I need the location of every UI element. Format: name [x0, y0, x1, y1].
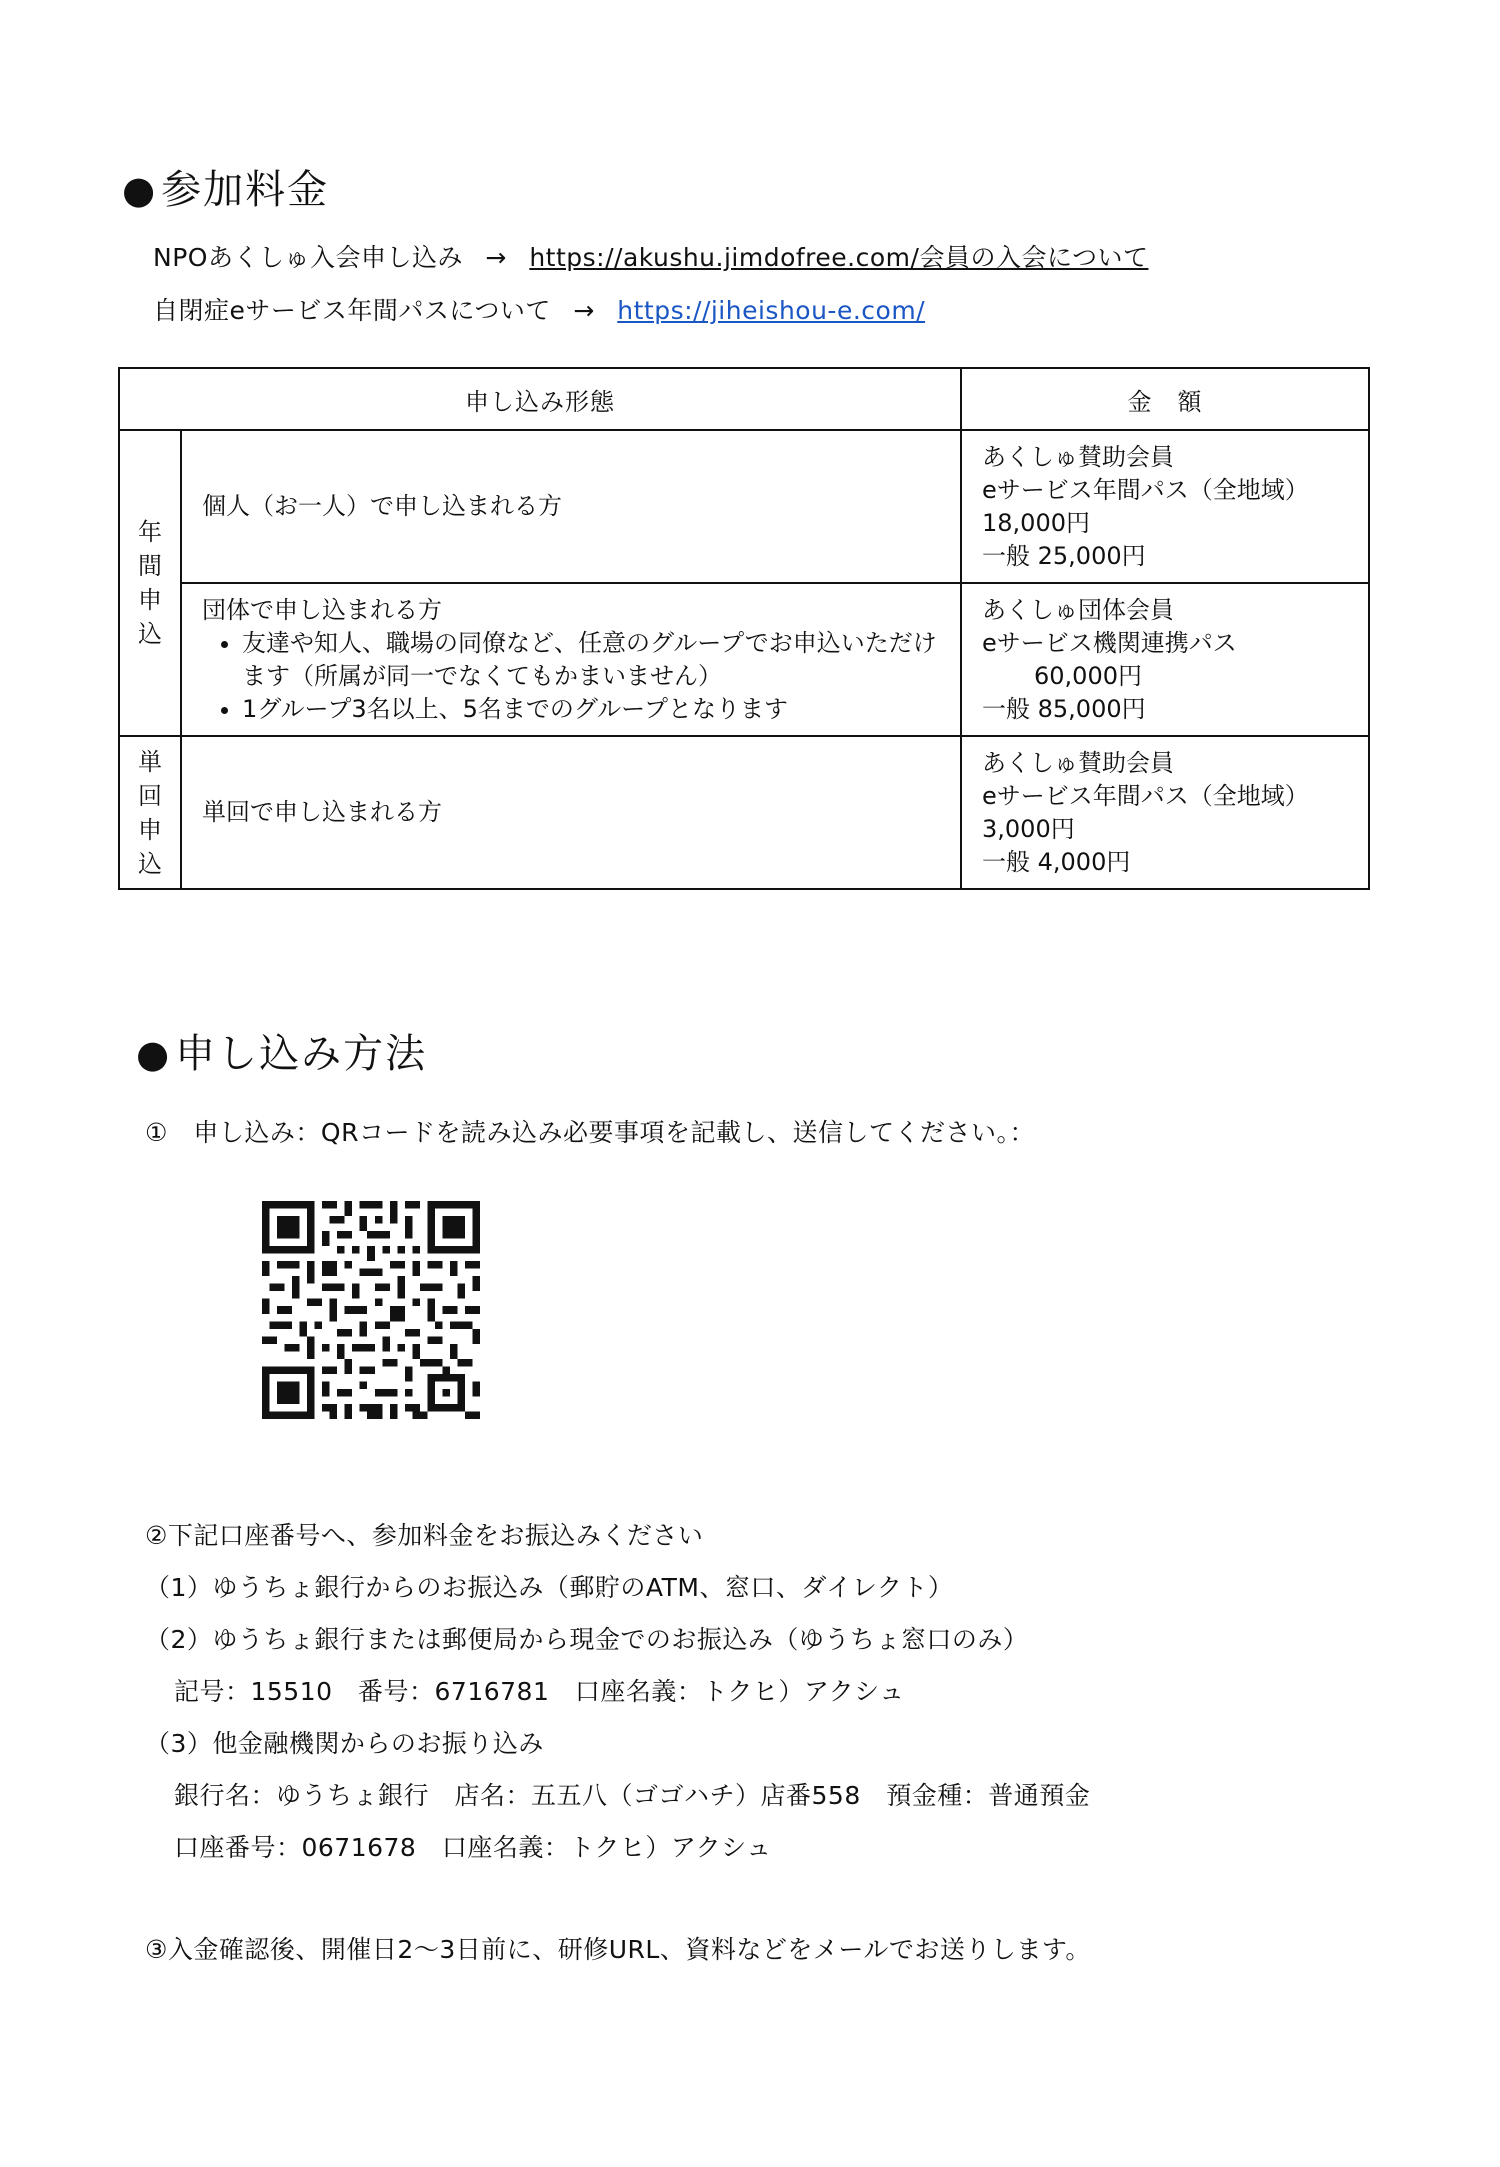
step1-text: ① 申し込み：QRコードを読み込み必要事項を記載し、送信してください。： [145, 1118, 1035, 1147]
step2-text: ②下記口座番号へ、参加料金をお振込みください [145, 1521, 704, 1550]
annual-label-char: 申 [138, 586, 162, 614]
annual-label [119, 430, 181, 736]
pass-info-link[interactable]: https://jiheishou-e.com/ [617, 296, 926, 325]
apply-section-heading [136, 1022, 427, 1079]
bullet-dot-icon: ● [136, 1032, 172, 1076]
arrow-right-icon: → [573, 296, 595, 325]
price-single [961, 736, 1369, 889]
fee-table-header-row [119, 368, 1369, 430]
price-line: あくしゅ賛助会員 [982, 442, 1174, 471]
single-label-char: 込 [138, 849, 162, 878]
price-line: eサービス年間パス（全地域） [982, 475, 1309, 504]
price-line: 3,000円 [982, 814, 1075, 843]
single-label-char: 単 [138, 747, 162, 776]
price-group [961, 583, 1369, 736]
single-label [119, 736, 181, 889]
step3-text: ③入金確認後、開催日2〜3日前に、研修URL、資料などをメールでお送りします。 [145, 1935, 1091, 1964]
single-label-char: 申 [138, 815, 162, 844]
price-line: eサービス年間パス（全地域） [982, 781, 1309, 810]
qr-code-image[interactable] [262, 1201, 480, 1419]
npo-signup-label: NPOあくしゅ入会申し込み [153, 243, 463, 272]
plan-group-bullets [202, 627, 960, 726]
annual-label-char: 年 [138, 518, 162, 546]
fee-section-heading [122, 158, 329, 215]
list-item: • 友達や知人、職場の同僚など、任意のグループでお申込いただけます（所属が同一でなくてもかまいません） [242, 627, 960, 693]
price-line: あくしゅ団体会員 [982, 595, 1174, 624]
bank3-text: （3）他金融機関からのお振り込み [145, 1729, 544, 1758]
plan-single: 単回で申し込まれる方 [181, 736, 961, 889]
pass-info-label: 自閉症eサービス年間パスについて [153, 296, 551, 325]
plan-group-title: 団体で申し込まれる方 [202, 595, 442, 624]
price-line: あくしゅ賛助会員 [982, 748, 1174, 777]
price-line: eサービス機関連携パス [982, 628, 1237, 657]
bank1-text: （1）ゆうちょ銀行からのお振込み（郵貯のATM、窓口、ダイレクト） [145, 1573, 954, 1602]
price-line: 一般 85,000円 [982, 694, 1146, 723]
single-label-char: 回 [138, 781, 162, 810]
price-individual [961, 430, 1369, 583]
price-line: 一般 25,000円 [982, 541, 1146, 570]
arrow-right-icon: → [485, 243, 507, 272]
header-amount: 金 額 [961, 368, 1369, 430]
bank3-detail1-text: 銀行名：ゆうちょ銀行 店名：五五八（ゴゴハチ）店番558 預金種：普通預金 [174, 1781, 1091, 1810]
header-type: 申し込み形態 [119, 368, 961, 430]
bank2-detail-text: 記号：15510 番号：6716781 口座名義：トクヒ）アクシュ [174, 1677, 905, 1706]
bank2-text: （2）ゆうちょ銀行または郵便局から現金でのお振込み（ゆうちょ窓口のみ） [145, 1625, 1029, 1654]
npo-signup-line [153, 238, 1148, 274]
pass-info-line [153, 291, 925, 327]
fee-section-title: 参加料金 [161, 167, 330, 213]
price-line: 60,000円 [1034, 661, 1142, 690]
price-line: 18,000円 [982, 508, 1090, 537]
npo-signup-link[interactable]: https://akushu.jimdofree.com/会員の入会について [529, 243, 1149, 272]
apply-section-title: 申し込み方法 [175, 1031, 428, 1077]
table-row-group [119, 583, 1369, 736]
bullet-dot-icon: ● [122, 168, 158, 212]
annual-label-char: 間 [138, 552, 162, 580]
annual-label-char: 込 [138, 620, 162, 648]
list-item: • 1グループ3名以上、5名までのグループとなります [242, 693, 960, 726]
plan-group [181, 583, 961, 736]
table-row-single [119, 736, 1369, 889]
fee-table [118, 367, 1370, 890]
bank3-detail2-text: 口座番号：0671678 口座名義：トクヒ）アクシュ [174, 1833, 772, 1862]
plan-individual: 個人（お一人）で申し込まれる方 [181, 430, 961, 583]
price-line: 一般 4,000円 [982, 847, 1131, 876]
table-row-individual [119, 430, 1369, 583]
